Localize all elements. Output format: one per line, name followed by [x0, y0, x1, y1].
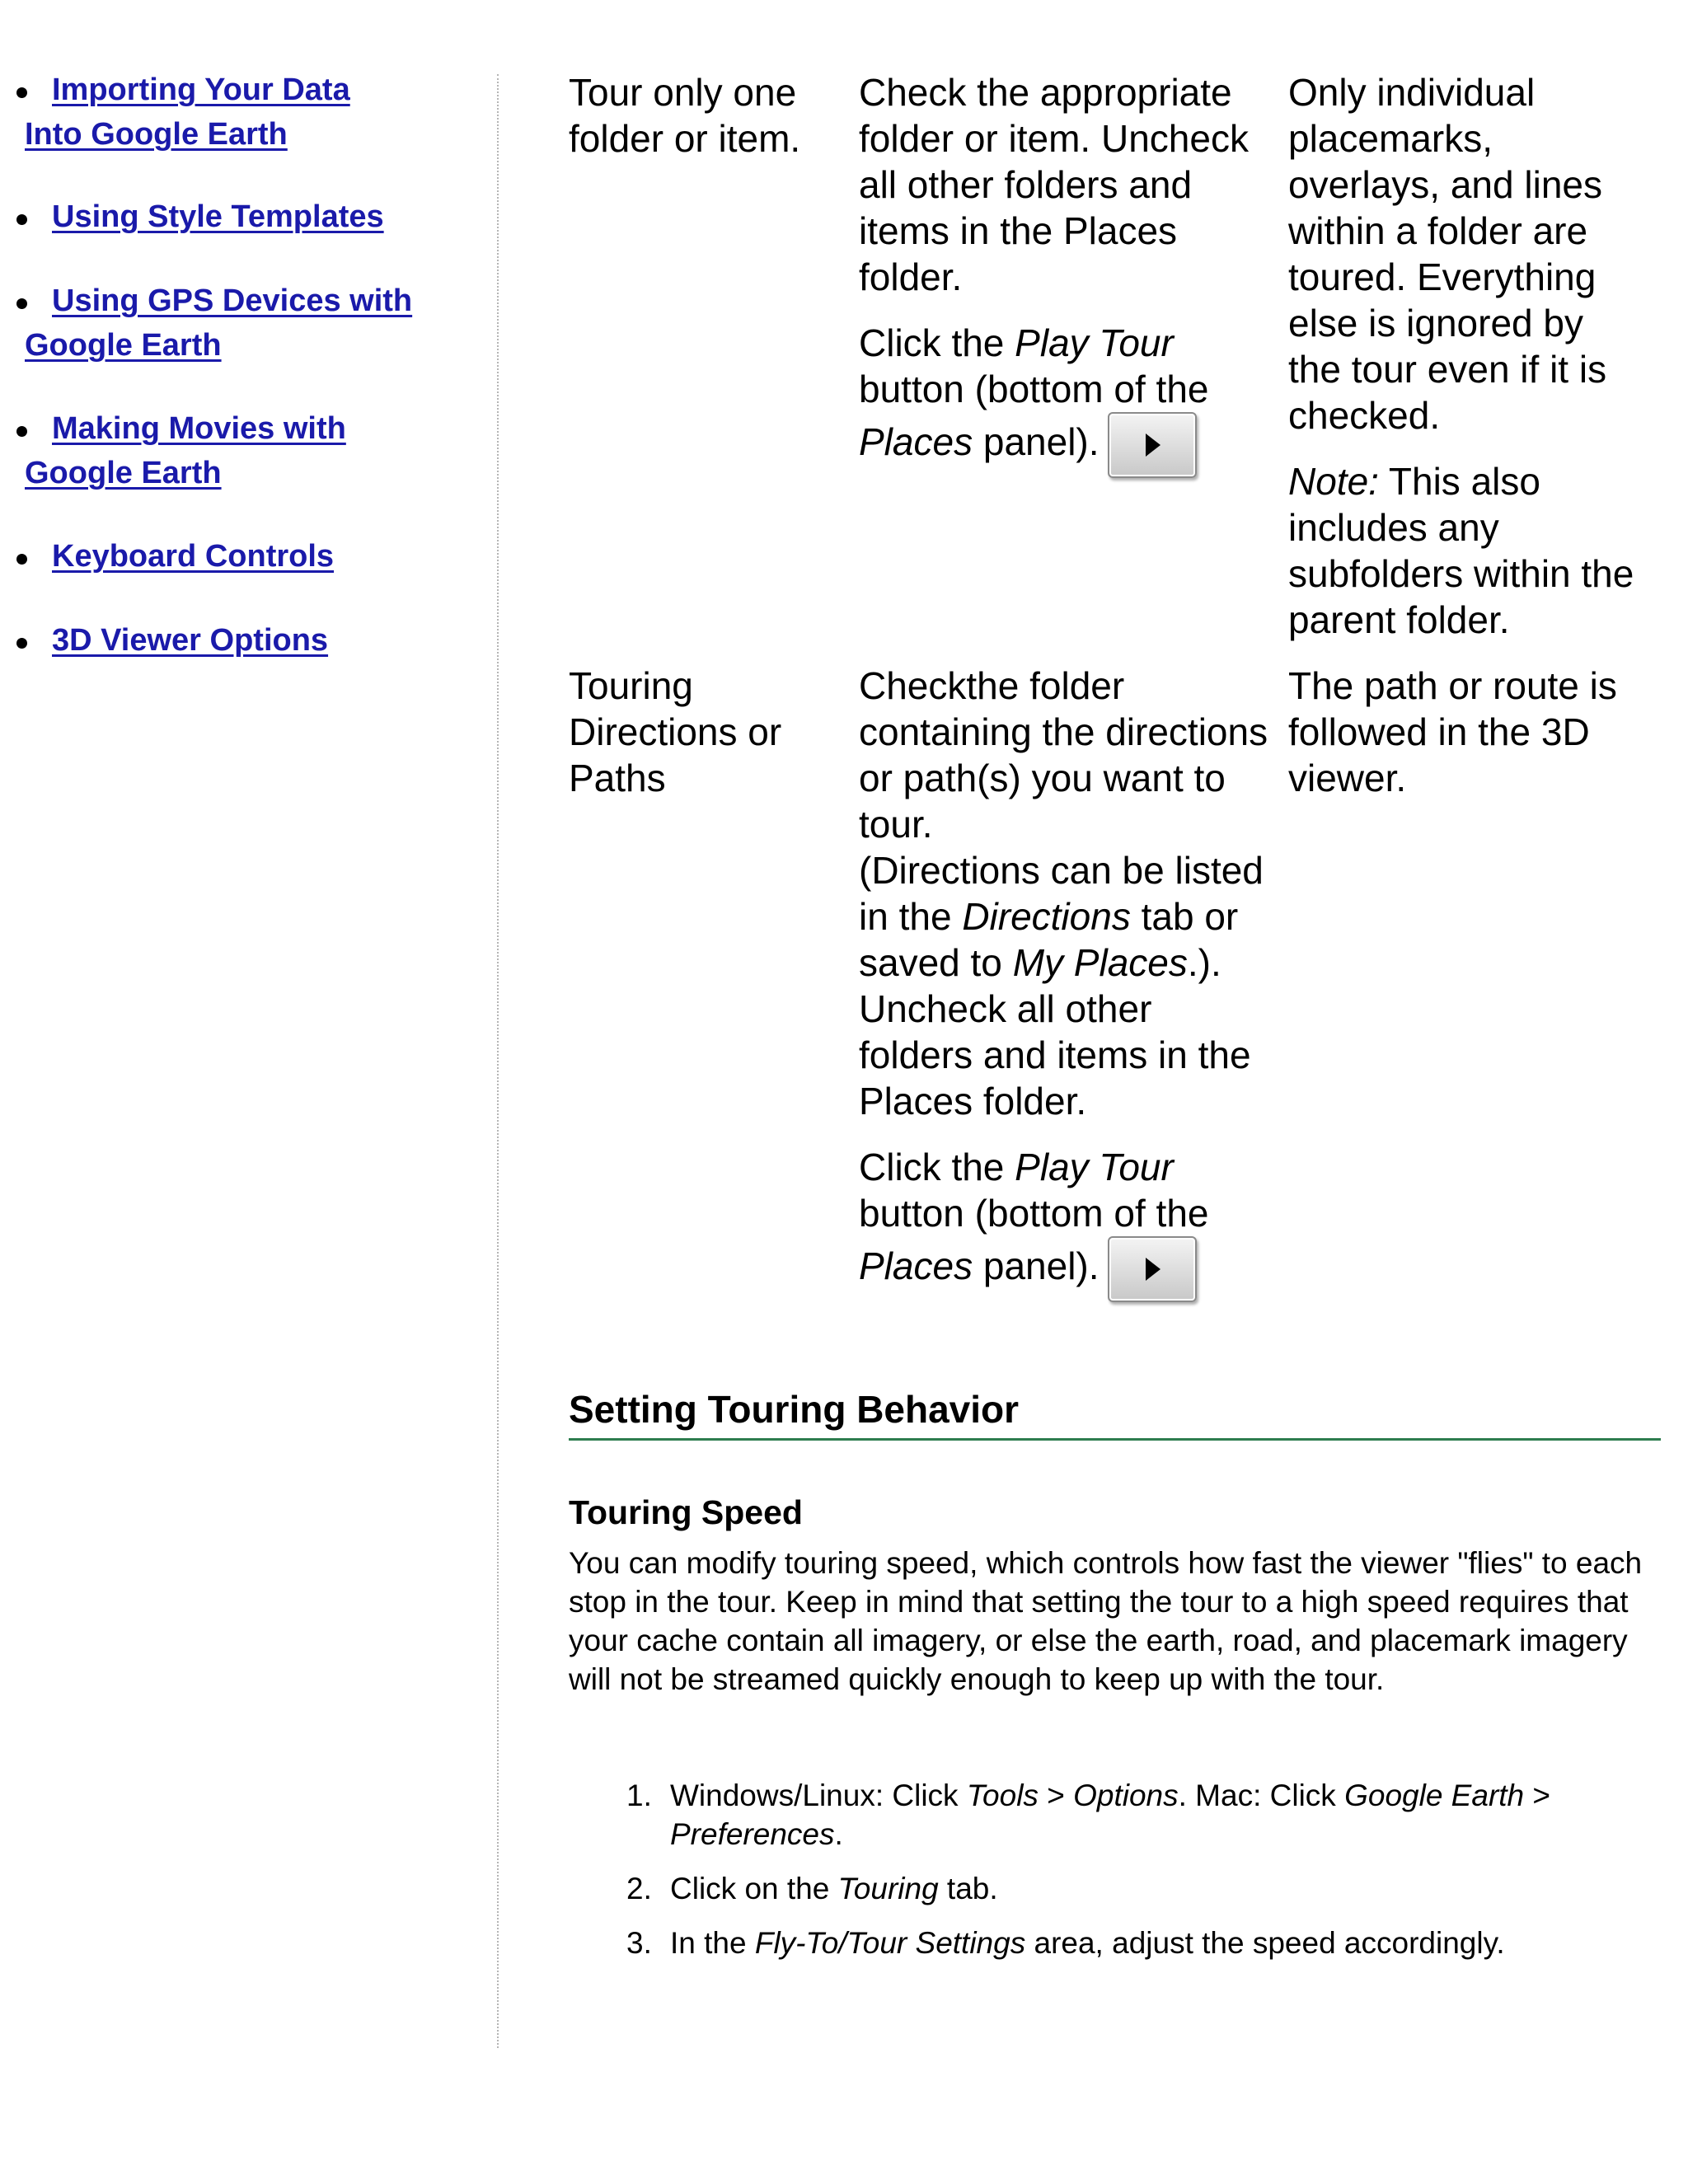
row2-result-line: The path or route is — [1288, 664, 1617, 707]
row2-result-line: followed in the 3D — [1288, 710, 1590, 753]
touring-speed-paragraph: You can modify touring speed, which controls how fast the viewer "flies" to each stop in the tour. Keep in mind that setting the tour to a high speed requires that your cache contain all imagery, or else the earth, road, and placemark imagery will not be streamed quickly enough to keep up with the tour. — [569, 1546, 1643, 1696]
nav-link-line[interactable]: Google Earth — [25, 328, 222, 363]
row1-play-instruction-line — [859, 412, 1279, 478]
nav-link-line[interactable]: Making Movies with — [52, 411, 346, 446]
bullet-icon — [16, 298, 27, 309]
nav-item-keyboard-controls — [25, 534, 453, 579]
row2-steps-line: (Directions can be listed — [859, 849, 1264, 892]
places-label: Places — [859, 1244, 973, 1287]
row2-task-line: Paths — [569, 757, 666, 799]
list-number: 1. — [626, 1779, 652, 1812]
row2-play-instruction-line: button (bottom of the — [859, 1192, 1209, 1235]
google-earth-label: Google Earth — [1344, 1779, 1525, 1812]
bullet-icon — [16, 554, 27, 565]
nav-link-importing-data[interactable] — [25, 68, 453, 157]
text-span: tab. — [938, 1872, 998, 1905]
row2-steps-line: folders and items in the — [859, 1033, 1251, 1076]
my-places-label: My Places — [1012, 941, 1188, 984]
row2-steps-line: tour. — [859, 803, 933, 846]
text-span: . Mac: Click — [1178, 1779, 1345, 1812]
text-span: In the — [670, 1926, 755, 1960]
row1-note — [1288, 458, 1667, 504]
row2-steps-line: or path(s) you want to — [859, 757, 1226, 799]
row2-task-cell — [569, 663, 841, 801]
row1-task-line: Tour only one — [569, 71, 797, 114]
text-span: area, adjust the speed accordingly. — [1025, 1926, 1505, 1960]
nav-link-making-movies[interactable] — [25, 406, 453, 495]
row1-play-instruction-line: button (bottom of the — [859, 368, 1209, 410]
nav-item-gps-devices — [25, 279, 453, 368]
nav-link-keyboard-controls[interactable] — [25, 534, 453, 579]
row1-task-cell — [569, 69, 841, 162]
list-number: 2. — [626, 1872, 652, 1905]
row2-task-line: Directions or — [569, 710, 782, 753]
text-span: Click the — [859, 321, 1015, 364]
row1-result-line: Only individual — [1288, 71, 1536, 114]
row2-result-line: viewer. — [1288, 757, 1407, 799]
text-span: . — [834, 1817, 843, 1851]
text-span: This also — [1378, 460, 1540, 503]
nav-link-line[interactable]: Using Style Templates — [52, 199, 384, 234]
text-span: Windows/Linux: Click — [670, 1779, 967, 1812]
row1-steps-line: items in the Places — [859, 209, 1178, 252]
note-label: Note: — [1288, 460, 1379, 503]
text-span: .). — [1187, 941, 1221, 984]
bullet-icon — [16, 214, 27, 225]
row1-result-line: overlays, and lines — [1288, 163, 1602, 206]
row1-steps-line: folder or item. Uncheck — [859, 117, 1249, 160]
preferences-label: Preferences — [670, 1817, 835, 1851]
row1-result-line: else is ignored by — [1288, 302, 1583, 344]
text-span: Click the — [859, 1146, 1015, 1188]
bullet-icon — [16, 426, 27, 437]
row1-result-line: checked. — [1288, 394, 1441, 437]
row1-steps-line: Check the appropriate — [859, 71, 1232, 114]
play-tour-button[interactable] — [1108, 412, 1197, 478]
row2-task-line: Touring — [569, 664, 693, 707]
row1-play-instruction — [859, 320, 1279, 366]
row1-result-line: within a folder are — [1288, 209, 1588, 252]
nav-link-line[interactable]: Keyboard Controls — [52, 539, 335, 574]
play-tour-label: Play Tour — [1015, 321, 1174, 364]
text-span: saved to — [859, 941, 1013, 984]
text-span: in the — [859, 895, 963, 938]
nav-link-line[interactable]: Into Google Earth — [25, 117, 288, 152]
text-span: > — [1524, 1779, 1551, 1812]
row2-steps-cell — [859, 663, 1287, 1302]
row1-result-line: the tour even if it is — [1288, 348, 1607, 391]
subsection-heading: Touring Speed — [569, 1493, 803, 1531]
nav-item-3d-viewer-options — [25, 618, 453, 663]
nav-link-line[interactable]: 3D Viewer Options — [52, 623, 329, 658]
nav-item-importing-data — [25, 68, 453, 157]
directions-label: Directions — [962, 895, 1131, 938]
bullet-icon — [16, 87, 27, 98]
row2-steps-line: containing the directions — [859, 710, 1268, 753]
section-heading: Setting Touring Behavior — [569, 1387, 1661, 1441]
list-item — [626, 1776, 1665, 1854]
row2-steps-line: Checkthe folder — [859, 664, 1125, 707]
row2-steps-line: Places folder. — [859, 1080, 1087, 1122]
touring-tab-label: Touring — [837, 1872, 939, 1905]
options-label: Options — [1073, 1779, 1179, 1812]
nav-link-style-templates[interactable] — [25, 194, 453, 239]
list-number: 3. — [626, 1926, 652, 1960]
places-label: Places — [859, 420, 973, 463]
text-span: panel). — [973, 1244, 1100, 1287]
row1-note-line: parent folder. — [1288, 598, 1510, 641]
nav-link-gps-devices[interactable] — [25, 279, 453, 368]
row2-steps-line: Uncheck all other — [859, 987, 1152, 1030]
list-item — [626, 1869, 1665, 1908]
row2-steps-line — [859, 940, 1287, 986]
row1-result-line: placemarks, — [1288, 117, 1493, 160]
row1-steps-line: all other folders and — [859, 163, 1193, 206]
row2-steps-line — [859, 893, 1287, 940]
row1-note-line: subfolders within the — [1288, 552, 1634, 595]
row2-result-cell — [1288, 663, 1667, 801]
sidebar-nav — [0, 0, 495, 2044]
nav-link-line[interactable]: Google Earth — [25, 456, 222, 490]
text-span: Click on the — [670, 1872, 838, 1905]
row1-result-cell — [1288, 69, 1667, 643]
row2-play-instruction-line — [859, 1236, 1287, 1302]
text-span: tab or — [1130, 895, 1239, 938]
text-span: > — [1038, 1779, 1074, 1812]
nav-item-style-templates — [25, 194, 453, 239]
bullet-icon — [16, 638, 27, 649]
nav-link-line[interactable]: Using GPS Devices with — [52, 284, 413, 318]
row1-steps-cell — [859, 69, 1279, 478]
play-tour-button[interactable] — [1108, 1236, 1197, 1302]
row2-play-instruction — [859, 1144, 1287, 1190]
list-item — [626, 1924, 1665, 1962]
sidebar-divider — [497, 74, 499, 2048]
play-tour-label: Play Tour — [1015, 1146, 1174, 1188]
row1-steps-line: folder. — [859, 255, 963, 298]
steps-list — [626, 1776, 1665, 1978]
nav-link-line[interactable]: Importing Your Data — [52, 73, 350, 107]
nav-link-3d-viewer-options[interactable] — [25, 618, 453, 663]
nav-item-making-movies — [25, 406, 453, 495]
text-span: panel). — [973, 420, 1100, 463]
row1-task-line: folder or item. — [569, 117, 801, 160]
tools-label: Tools — [966, 1779, 1039, 1812]
row1-note-line: includes any — [1288, 506, 1499, 549]
fly-to-tour-settings-label: Fly-To/Tour Settings — [754, 1926, 1026, 1960]
row1-result-line: toured. Everything — [1288, 255, 1597, 298]
